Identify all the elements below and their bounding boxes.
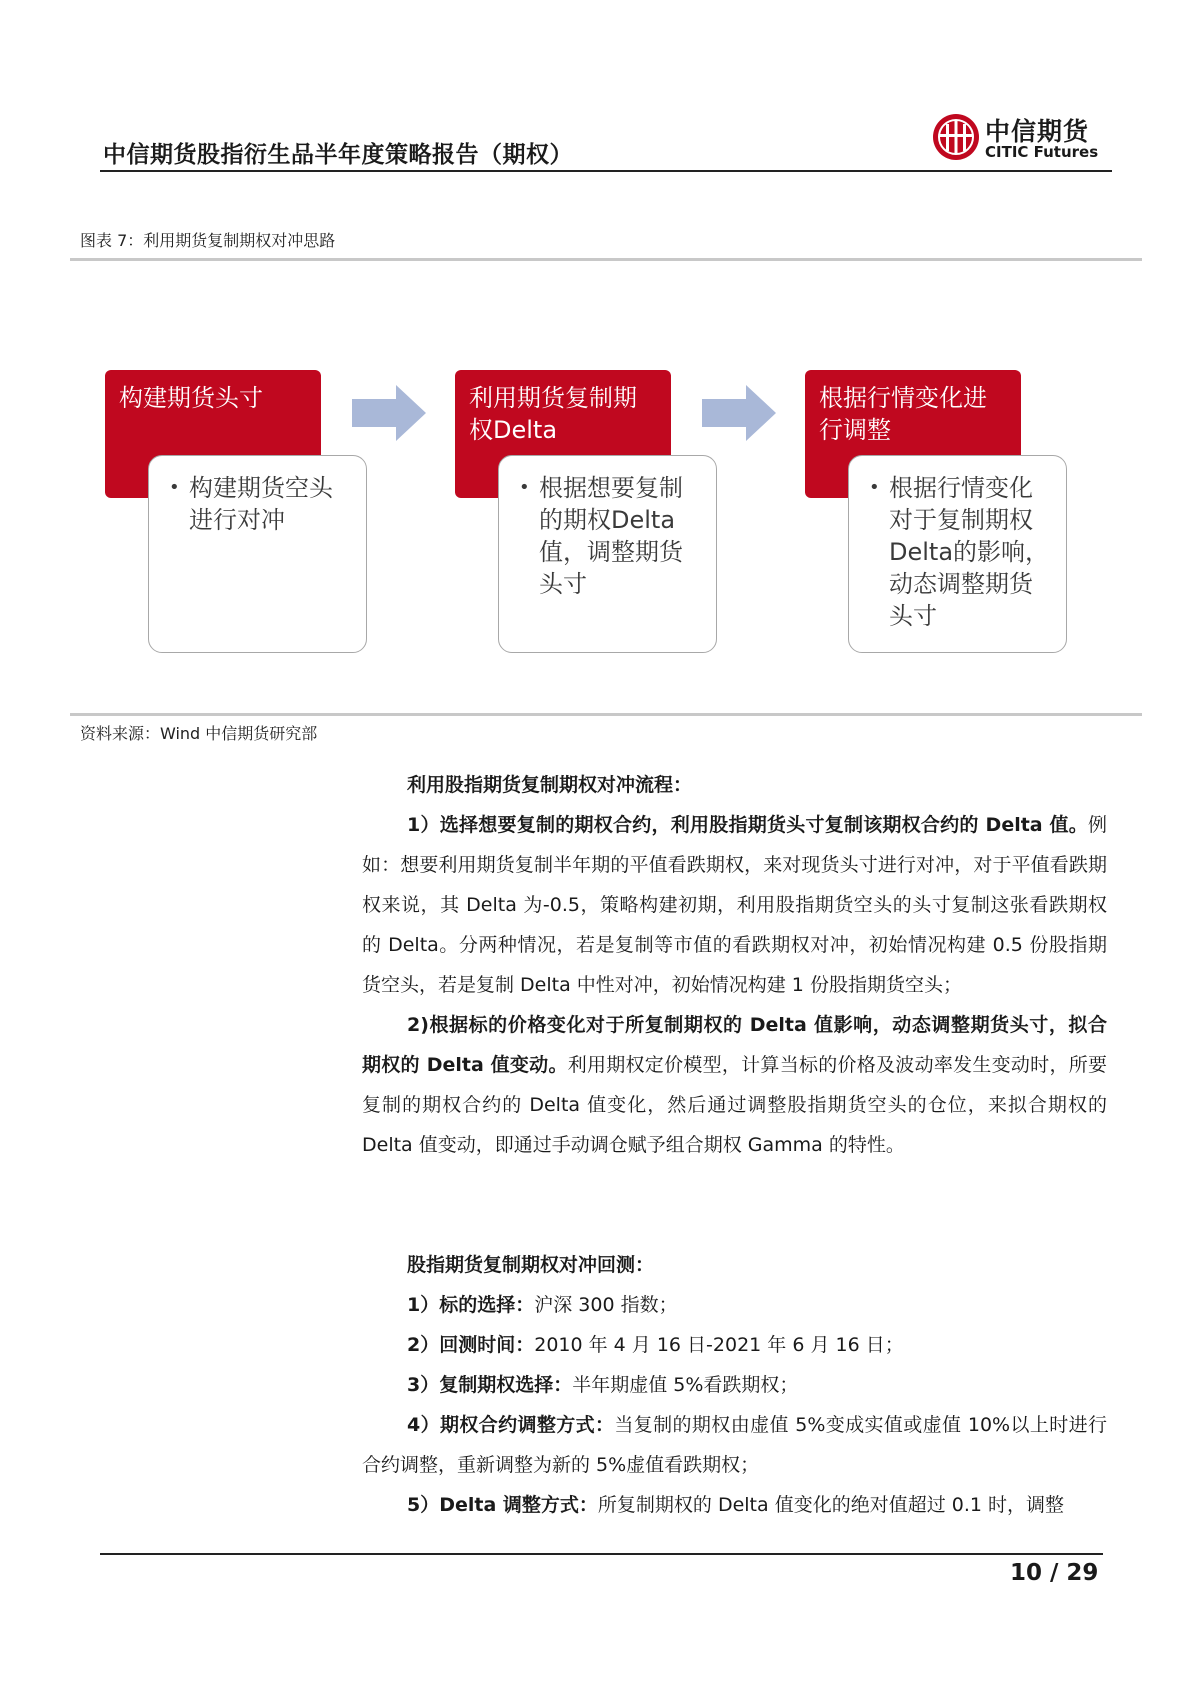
- bullet-icon: •: [869, 477, 880, 498]
- backtest-item-label: 1）标的选择：: [407, 1294, 535, 1316]
- bullet-icon: •: [169, 477, 180, 498]
- backtest-section: [362, 1245, 1107, 1525]
- page-number: 10 / 29: [1010, 1560, 1099, 1586]
- backtest-item-label: 4）期权合约调整方式：: [407, 1414, 615, 1436]
- backtest-item-text: 2010 年 4 月 16 日-2021 年 6 月 16 日；: [534, 1334, 904, 1356]
- figure-top-rule: [70, 258, 1142, 261]
- hedge-process-heading: 利用股指期货复制期权对冲流程：: [407, 774, 693, 796]
- backtest-item-label: 3）复制期权选择：: [407, 1374, 573, 1396]
- step-3-title: 根据行情变化进行调整: [819, 384, 987, 444]
- hedge-process-section: [362, 765, 1107, 1165]
- backtest-item: [362, 1365, 1107, 1405]
- step-1-detail: 构建期货空头进行对冲: [189, 474, 333, 534]
- step-3-detail: 根据行情变化对于复制期权Delta的影响，动态调整期货头寸: [889, 474, 1050, 630]
- step-1-bold: 1）选择想要复制的期权合约，利用股指期货头寸复制该期权合约的 Delta 值。: [407, 814, 1088, 836]
- backtest-item: [362, 1325, 1107, 1365]
- backtest-item-text: 所复制期权的 Delta 值变化的绝对值超过 0.1 时，调整: [597, 1494, 1064, 1516]
- arrow-right-icon: [352, 385, 426, 441]
- step-2-bold: 2)根据标的价格变化对于所复制期权的 Delta 值影响，动态调整期货头寸，拟合期权的 Delta 值变动。: [362, 1014, 1107, 1076]
- backtest-item-text: 半年期虚值 5%看跌期权；: [572, 1374, 799, 1396]
- figure-bottom-rule: [70, 713, 1142, 716]
- step-1-text: 例如：想要利用期货复制半年期的平值看跌期权，来对现货头寸进行对冲，对于平值看跌期权来说，其 Delta 为-0.5，策略构建初期，利用股指期货空头的头寸复制这张看跌期权的 Delta。分两种情况，若是复制等市值的看跌期权对冲，初始情况构建 0.5 份股指期货空头，若是复制 Delta 中性对冲，初始情况构建 1 份股指期货空头；: [362, 814, 1107, 996]
- step-2-title: 利用期货复制期权Delta: [469, 384, 637, 444]
- step-2-detail-box: [498, 455, 717, 653]
- header-divider: [100, 170, 1112, 172]
- figure-source: 资料来源：Wind 中信期货研究部: [80, 724, 318, 743]
- backtest-item: [362, 1285, 1107, 1325]
- step-1-title: 构建期货头寸: [119, 384, 263, 412]
- backtest-item: [362, 1405, 1107, 1485]
- step-1-detail-box: [148, 455, 367, 653]
- backtest-item-text: 当复制的期权由虚值 5%变成实值或虚值 10%以上时进行合约调整，重新调整为新的 5%虚值看跌期权；: [362, 1414, 1107, 1476]
- arrow-right-icon: [702, 385, 776, 441]
- logo-text-cn: 中信期货: [985, 117, 1090, 146]
- backtest-item-label: 5）Delta 调整方式：: [407, 1494, 598, 1516]
- bullet-icon: •: [519, 477, 530, 498]
- backtest-item-label: 2）回测时间：: [407, 1334, 535, 1356]
- backtest-heading: 股指期货复制期权对冲回测：: [407, 1254, 655, 1276]
- footer-divider: [100, 1553, 1103, 1555]
- hedge-process-step-1: [362, 805, 1107, 1005]
- backtest-item-text: 沪深 300 指数；: [534, 1294, 678, 1316]
- step-3-detail-box: [848, 455, 1067, 653]
- logo-text-en: CITIC Futures: [985, 143, 1099, 161]
- citic-logo-icon: [930, 110, 982, 164]
- figure-caption: 图表 7：利用期货复制期权对冲思路: [80, 231, 336, 250]
- backtest-item: [362, 1485, 1107, 1525]
- step-2-detail: 根据想要复制的期权Delta值，调整期货头寸: [539, 474, 683, 598]
- report-title: 中信期货股指衍生品半年度策略报告（期权）: [103, 142, 573, 168]
- step-2-text: 利用期权定价模型，计算当标的价格及波动率发生变动时，所要复制的期权合约的 Delta 值变化，然后通过调整股指期货空头的仓位，来拟合期权的 Delta 值变动，即通过手动调仓赋予组合期权 Gamma 的特性。: [362, 1054, 1107, 1156]
- hedge-process-step-2: [362, 1005, 1107, 1165]
